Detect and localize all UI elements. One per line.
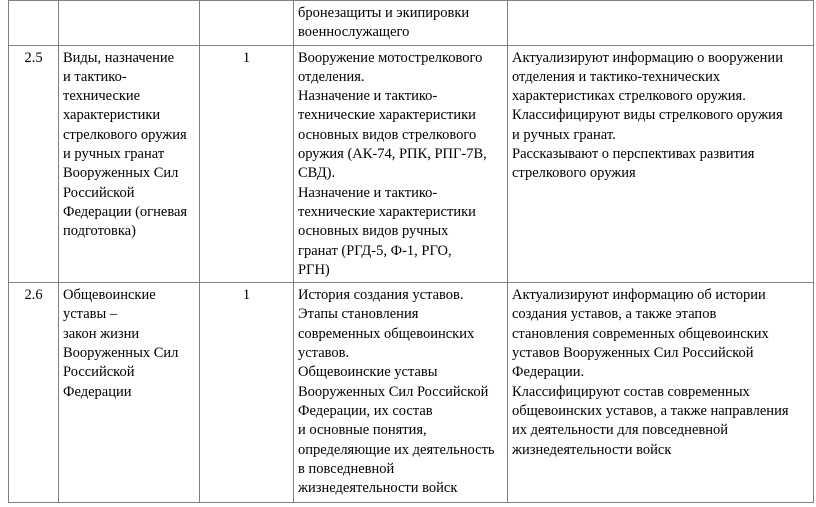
cell-text-line: Общевоинские уставы xyxy=(298,364,438,381)
cell-text-line: их деятельности для повседневной xyxy=(512,422,728,439)
cell-text-line: Рассказывают о перспективах развития xyxy=(512,146,755,163)
cell-text-line: и тактико- xyxy=(63,68,127,85)
cell-text-line: Назначение и тактико- xyxy=(298,88,438,105)
cell-text-line: Общевоинские xyxy=(63,287,156,304)
content-cell xyxy=(294,283,508,503)
cell-text-line: Федерации xyxy=(63,383,132,400)
row-number-cell: 2.5 xyxy=(9,45,59,283)
cell-text-line: Российской xyxy=(63,184,135,201)
cell-text-line: Федерации. xyxy=(512,364,585,381)
cell-text-line: гранат (РГД-5, Ф-1, РГО, xyxy=(298,242,452,259)
table-row xyxy=(9,283,814,503)
cell-text-line: Актуализируют информацию об истории xyxy=(512,287,766,304)
cell-text-line: жизнедеятельности войск xyxy=(512,441,672,458)
cell-text-line: бронезащиты и экипировки xyxy=(298,5,470,21)
cell-text-line: История создания уставов. xyxy=(298,287,464,304)
cell-text-line: стрелкового оружия xyxy=(63,126,187,143)
cell-text-line: Этапы становления xyxy=(298,306,419,323)
cell-text-line: Актуализируют информацию о вооружении xyxy=(512,49,783,66)
cell-text-line: отделения. xyxy=(298,68,365,85)
cell-text-line: оружия (АК-74, РПК, РПГ-7В, xyxy=(298,146,487,163)
cell-text-line: жизнедеятельности войск xyxy=(298,480,458,497)
hours-cell xyxy=(200,1,294,46)
cell-text-line: закон жизни xyxy=(63,325,140,342)
cell-text-line: Федерации, их состав xyxy=(298,402,433,419)
curriculum-table xyxy=(8,0,814,503)
hours-cell: 1 xyxy=(200,283,294,503)
content-cell xyxy=(294,1,508,46)
content-cell xyxy=(294,45,508,283)
cell-text-line: СВД). xyxy=(298,165,336,182)
cell-text-line: основных видов ручных xyxy=(298,223,449,240)
cell-text-line: технические характеристики xyxy=(298,203,476,220)
topic-cell xyxy=(59,283,200,503)
cell-text-line: технические характеристики xyxy=(298,107,476,124)
cell-text-line: уставов Вооруженных Сил Российской xyxy=(512,345,754,362)
cell-text-line: основных видов стрелкового xyxy=(298,126,477,143)
cell-text-line: Классифицируют состав современных xyxy=(512,383,750,400)
table-row xyxy=(9,45,814,283)
activity-cell xyxy=(508,1,814,46)
cell-text-line: Назначение и тактико- xyxy=(298,184,438,201)
cell-text-line: становления современных общевоинских xyxy=(512,325,769,342)
cell-text-line: создания уставов, а также этапов xyxy=(512,306,717,323)
cell-text-line: характеристиках стрелкового оружия. xyxy=(512,88,746,105)
cell-text-line: Вооруженных Сил xyxy=(63,165,179,182)
cell-text-line: стрелкового оружия xyxy=(512,165,636,182)
cell-text-line: уставы – xyxy=(63,306,118,323)
row-number-cell: 2.6 xyxy=(9,283,59,503)
topic-cell xyxy=(59,1,200,46)
cell-text-line: отделения и тактико-технических xyxy=(512,68,721,85)
cell-text-line: характеристики xyxy=(63,107,161,124)
table-row xyxy=(9,1,814,46)
table-body xyxy=(9,1,814,503)
activity-cell xyxy=(508,283,814,503)
cell-text-line: РГН) xyxy=(298,261,330,278)
cell-text-line: подготовка) xyxy=(63,223,136,240)
cell-text-line: технические xyxy=(63,88,141,105)
cell-text-line: Вооруженных Сил xyxy=(63,345,179,362)
cell-text-line: Классифицируют виды стрелкового оружия xyxy=(512,107,783,124)
cell-text-line: уставов. xyxy=(298,345,350,362)
cell-text-line: в повседневной xyxy=(298,460,395,477)
activity-cell xyxy=(508,45,814,283)
cell-text-line: Федерации (огневая xyxy=(63,203,188,220)
cell-text-line: и основные понятия, xyxy=(298,422,427,439)
cell-text-line: современных общевоинских xyxy=(298,325,475,342)
row-number-cell xyxy=(9,1,59,46)
cell-text-line: военнослужащего xyxy=(298,24,410,41)
hours-cell: 1 xyxy=(200,45,294,283)
cell-text-line: общевоинских уставов, а также направления xyxy=(512,402,789,419)
cell-text-line: Виды, назначение xyxy=(63,49,175,66)
cell-text-line: Вооруженных Сил Российской xyxy=(298,383,489,400)
cell-text-line: и ручных гранат xyxy=(63,146,165,163)
cell-text-line: Вооружение мотострелкового xyxy=(298,49,483,66)
cell-text-line: Российской xyxy=(63,364,135,381)
topic-cell xyxy=(59,45,200,283)
cell-text-line: определяющие их деятельность xyxy=(298,441,495,458)
cell-text-line: и ручных гранат. xyxy=(512,126,616,143)
